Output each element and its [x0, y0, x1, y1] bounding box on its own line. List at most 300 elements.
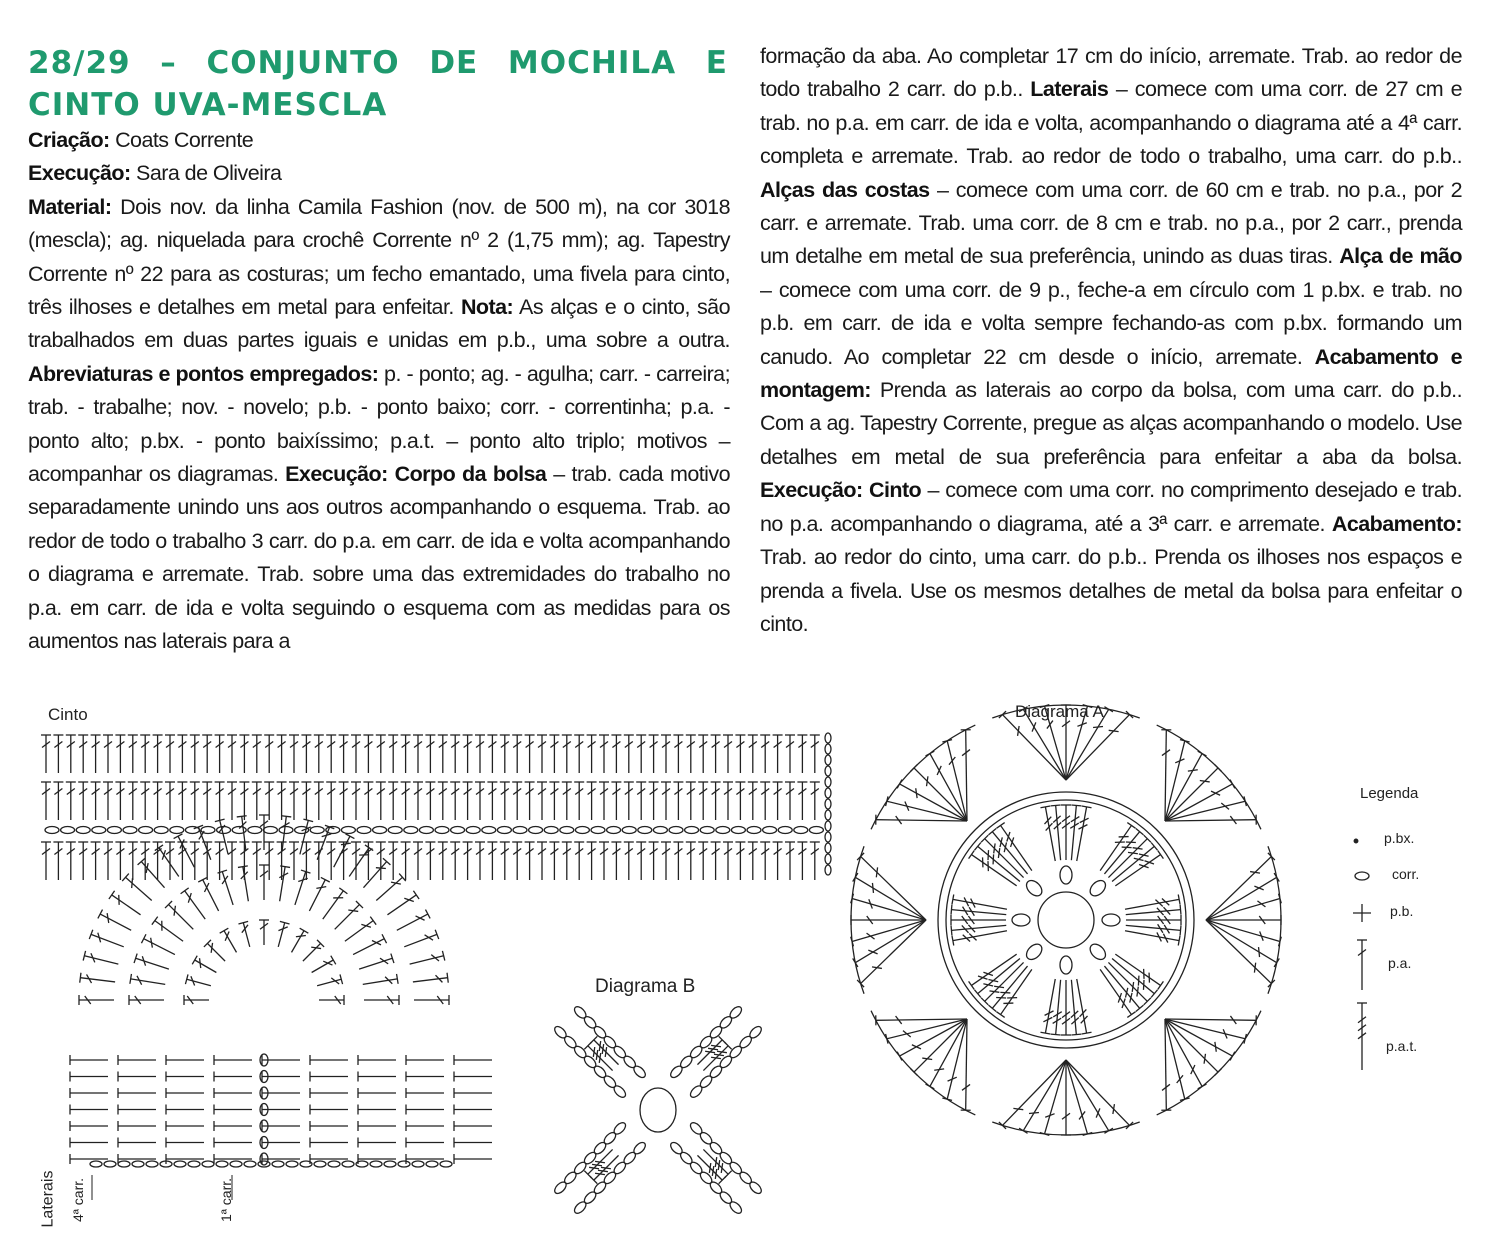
credit-value: Sara de Oliveira — [130, 161, 282, 186]
petal-stitch — [985, 839, 1024, 878]
petal-stitch — [1040, 1032, 1050, 1034]
petal-stitch — [1132, 982, 1133, 992]
petal-stitch — [1125, 931, 1179, 941]
petal-stitch — [1045, 979, 1055, 1033]
fan-stitch — [867, 933, 875, 939]
petal-stitch — [951, 910, 1006, 915]
fan-stitch — [966, 730, 967, 821]
fan-stitch — [927, 776, 928, 786]
petal-stitch — [983, 972, 992, 975]
chain-stitch — [170, 827, 184, 834]
petal-stitch — [953, 899, 1007, 909]
lateral-stitch — [335, 905, 360, 930]
fan-stitch — [1188, 770, 1198, 771]
petal-stitch — [1178, 936, 1180, 946]
arm-chain — [698, 1131, 714, 1147]
lateral-stitch — [413, 891, 419, 899]
chain-stitch — [45, 827, 59, 834]
arm-stitch — [705, 1051, 715, 1052]
petal-stitch — [1128, 852, 1138, 853]
petal-stitch — [989, 991, 999, 992]
body-text: Trab. ao redor do cinto, uma carr. do p.b.. Prenda os ilhoses nos espaços e prenda a fivela. Use os mesmos detalhes de metal da bolsa para enfeitar o cinto. — [760, 545, 1462, 636]
chain-stitch — [412, 1161, 424, 1167]
petal-stitch — [1011, 837, 1014, 846]
cinto-label: Cinto — [48, 705, 88, 724]
arm-stitch — [714, 1054, 724, 1055]
chain-stitch — [314, 1161, 326, 1167]
petal-stitch — [1082, 1032, 1092, 1034]
arm-stitch — [599, 1041, 600, 1051]
petal-stitch — [988, 850, 989, 860]
chain-stitch — [809, 827, 823, 834]
chain-stitch — [497, 827, 511, 834]
chain-stitch — [825, 777, 831, 787]
fan-stitch — [1066, 1060, 1109, 1131]
title-line-2: CINTO UVA-MESCLA — [28, 87, 388, 123]
lateral-stitch — [109, 891, 115, 899]
petal-stitch — [994, 986, 1004, 987]
arm-chain — [572, 1044, 588, 1060]
arm-stitch — [715, 1169, 716, 1179]
row-4-label: 4ª carr. — [70, 1177, 87, 1223]
arm-chain — [582, 1015, 598, 1031]
chain-stitch — [398, 1161, 410, 1167]
petal-stitch — [985, 962, 1024, 1001]
lateral-stitch — [198, 827, 210, 860]
petal-stitch — [1180, 905, 1181, 915]
petal-stitch — [1133, 848, 1143, 849]
fan-stitch — [855, 877, 926, 920]
arm-chain — [572, 1200, 588, 1216]
arm-chain — [592, 1024, 608, 1040]
petal-stitch — [1051, 1034, 1061, 1035]
lateral-stitch — [397, 914, 428, 930]
chain-stitch — [1024, 878, 1045, 899]
petal-stitch — [1056, 980, 1061, 1035]
petal-stitch — [1137, 987, 1138, 997]
lateral-stitch — [387, 895, 416, 915]
lateral-stitch — [331, 978, 339, 984]
chain-stitch — [388, 827, 402, 834]
chain-stitch — [1024, 941, 1045, 962]
arm-chain — [553, 1180, 569, 1196]
chain-stitch — [404, 827, 418, 834]
lateral-stitch — [222, 876, 228, 884]
arm-chain — [748, 1180, 764, 1196]
lateral-stitch — [211, 943, 212, 953]
laterais-label: Laterais — [39, 1170, 57, 1228]
chain-stitch — [258, 1161, 270, 1167]
title-word: MOCHILA — [507, 45, 677, 81]
arm-stitch — [592, 1164, 602, 1165]
lateral-stitch — [84, 956, 118, 964]
chain-stitch — [825, 865, 831, 875]
chain-stitch — [825, 854, 831, 864]
lateral-stitch — [195, 960, 217, 973]
petal-stitch — [1138, 976, 1139, 986]
chain-stitch — [244, 1161, 256, 1167]
chain-stitch — [825, 799, 831, 809]
arm-chain — [632, 1064, 648, 1080]
chain-stitch — [1087, 878, 1108, 899]
lateral-stitch — [334, 836, 350, 867]
arm-chain — [602, 1074, 618, 1090]
section-heading: Abreviaturas e pontos empregados: — [28, 361, 379, 386]
chain-stitch — [132, 1161, 144, 1167]
arm-stitch — [711, 1057, 721, 1058]
petal-stitch — [1007, 832, 1010, 841]
lateral-stitch — [323, 891, 344, 919]
chain-stitch — [174, 1161, 186, 1167]
fan-stitch — [1165, 1019, 1256, 1020]
legend-label: p.a. — [1388, 955, 1412, 971]
arm-chain — [688, 1044, 704, 1060]
fan-stitch — [934, 1069, 944, 1070]
chain-stitch — [825, 832, 831, 842]
lateral-stitch — [136, 958, 169, 969]
fan-stitch — [876, 867, 877, 877]
arm-stitch — [715, 1157, 716, 1167]
lateral-stitch — [224, 931, 237, 953]
chain-stitch — [216, 1161, 228, 1167]
lateral-stitch — [295, 872, 306, 905]
arm-chain — [572, 1160, 588, 1176]
arm-chain — [612, 1160, 628, 1176]
lateral-stitch — [380, 958, 388, 964]
arm-chain — [622, 1150, 638, 1166]
chain-stitch — [529, 827, 543, 834]
lateral-stitch — [126, 877, 152, 900]
lateral-stitch — [348, 910, 358, 911]
fan-stitch — [876, 1019, 967, 1020]
chain-stitch — [373, 827, 387, 834]
chain-stitch — [248, 827, 262, 834]
body-text: – trab. cada motivo separadamente unindo uns aos outros acompanhando o esquema. Trab. ao redor de todo o trabalho 3 carr. do p.a. em carr. de ida e volta acompanhando o diagrama e arremate. Trab. sobre uma das extremidades do trabalho no p.a. em carr. de ida e volta seguindo o esquema com as medidas para os aumentos nas laterais para a — [28, 462, 730, 654]
lateral-stitch — [300, 928, 309, 933]
arm-chain — [698, 1170, 714, 1186]
arm-chain — [582, 1190, 598, 1206]
lateral-stitch — [312, 960, 334, 973]
petal-stitch — [1126, 910, 1181, 915]
chain-stitch — [107, 827, 121, 834]
chain-stitch — [778, 827, 792, 834]
chain-stitch — [310, 827, 324, 834]
petal-stitch — [998, 848, 999, 858]
chain-stitch — [622, 827, 636, 834]
fan-stitch — [1018, 726, 1020, 736]
section-heading: Execução: Cinto — [760, 478, 922, 503]
chain-stitch — [1060, 866, 1072, 884]
title-word: E — [705, 45, 728, 81]
lateral-stitch — [141, 934, 146, 943]
lateral-stitch — [425, 935, 433, 940]
lateral-stitch — [280, 867, 285, 902]
section-heading: Alças das costas — [760, 177, 930, 202]
chain-stitch — [342, 1161, 354, 1167]
lateral-stitch — [353, 939, 384, 955]
arm-chain — [582, 1054, 598, 1070]
arm-chain — [738, 1170, 754, 1186]
arm-chain — [708, 1140, 724, 1156]
lateral-stitch — [187, 979, 211, 985]
lateral-stitch — [100, 914, 131, 930]
lateral-stitch — [237, 816, 247, 817]
lateral-stitch — [341, 843, 351, 845]
arm-stitch — [605, 1047, 606, 1057]
chain-stitch — [419, 827, 433, 834]
chain-stitch — [188, 1161, 200, 1167]
petal-stitch — [1118, 993, 1121, 1002]
arm-chain — [592, 1064, 608, 1080]
fan-stitch — [876, 820, 967, 821]
fan-stitch — [1165, 1019, 1185, 1099]
arm-chain — [563, 1170, 579, 1186]
chain-stitch — [76, 827, 90, 834]
fan-stitch — [1259, 947, 1260, 957]
petal-stitch — [1127, 823, 1135, 829]
lateral-stitch — [80, 973, 81, 983]
arm-chain — [592, 1180, 608, 1196]
lateral-stitch — [382, 934, 387, 943]
lateral-stitch — [311, 947, 321, 948]
fan-stitch — [1013, 1108, 1023, 1109]
lateral-stitch — [178, 836, 194, 867]
fan-stitch — [1215, 1042, 1216, 1052]
lateral-stitch — [321, 877, 330, 882]
arm-stitch — [721, 1163, 722, 1173]
fan-stitch — [1200, 781, 1210, 782]
fan-stitch — [1165, 741, 1185, 821]
row-1-label: 1ª carr. — [218, 1177, 235, 1223]
credit-value: Coats Corrente — [109, 128, 254, 152]
chain-stitch — [825, 843, 831, 853]
legend-label: p.b. — [1390, 903, 1414, 919]
fan-stitch — [1165, 820, 1256, 821]
oval-icon — [1355, 872, 1369, 880]
diagrama-a-label: Diagrama A — [1015, 702, 1104, 721]
center-ring — [1038, 892, 1094, 948]
lateral-stitch — [162, 850, 165, 859]
lateral-stitch — [155, 921, 183, 942]
petal-stitch — [1082, 806, 1092, 808]
lateral-stitch — [152, 917, 158, 925]
petal-stitch — [1158, 850, 1164, 858]
arm-stitch — [595, 1161, 605, 1162]
chain-stitch — [731, 827, 745, 834]
petal-stitch — [1071, 1034, 1081, 1035]
arm-chain — [612, 1121, 628, 1137]
lateral-stitch — [185, 891, 206, 919]
arm-stitch — [708, 1048, 718, 1049]
lateral-stitch — [345, 921, 373, 942]
arm-chain — [572, 1005, 588, 1021]
petal-stitch — [1077, 979, 1087, 1033]
section-heading: Acabamento e montagem: — [760, 344, 1462, 403]
petal-stitch — [994, 843, 995, 853]
petal-stitch — [1071, 980, 1076, 1035]
fan-stitch — [1206, 877, 1277, 920]
chain-stitch — [61, 827, 75, 834]
chain-stitch — [92, 827, 106, 834]
chain-stitch — [544, 827, 558, 834]
chain-stitch — [286, 1161, 298, 1167]
lateral-stitch — [80, 978, 115, 982]
arm-stitch — [717, 1051, 727, 1052]
petal-stitch — [1108, 962, 1147, 1001]
fan-stitch — [1257, 901, 1265, 907]
chain-stitch — [263, 827, 277, 834]
petal-stitch — [1077, 807, 1087, 861]
chain-stitch — [440, 1161, 452, 1167]
fan-stitch — [1109, 730, 1119, 731]
petal-stitch — [1056, 805, 1061, 860]
body-text: formação da aba. Ao completar 17 cm do início, arremate. Trab. ao redor de todo trabalho 2 carr. do p.b.. — [760, 44, 1462, 102]
arm-chain — [698, 1074, 714, 1090]
chain-stitch — [426, 1161, 438, 1167]
fan-stitch — [1250, 872, 1260, 874]
fan-stitch — [1113, 1104, 1115, 1114]
body-text: – comece com uma corr. de 27 cm e trab. no p.a. em carr. de ida e volta, acompanhando o diagrama até a 4ª carr. completa e arremate. Trab. ao redor de todo o trabalho, uma carr. do p.b.. — [760, 77, 1462, 169]
fan-stitch — [966, 1019, 967, 1110]
legend-label: corr. — [1392, 866, 1420, 882]
lateral-stitch — [174, 834, 183, 839]
legend-label: p.bx. — [1384, 830, 1415, 846]
arm-chain — [688, 1084, 704, 1100]
arm-chain — [612, 1044, 628, 1060]
arm-stitch — [712, 1166, 713, 1176]
lateral-stitch — [309, 880, 325, 911]
chain-stitch — [653, 827, 667, 834]
lateral-stitch — [404, 898, 413, 901]
center-ring — [640, 1088, 676, 1132]
body-text: Dois nov. da linha Camila Fashion (nov. de 500 m), na cor 3018 (mescla); ag. niquelada para crochê Corrente nº 2 (1,75 mm); ag. Tapestry Corrente nº 22 para as costuras; um fecho emantado, uma fivela para cinto, três ilhoses e detalhes em metal para enfeitar. — [28, 194, 730, 320]
fan-stitch — [1023, 1060, 1066, 1131]
chain-stitch — [123, 827, 137, 834]
fan-stitch — [855, 920, 926, 963]
body-text: – comece com uma corr. no comprimento desejado e trab. no p.a. acompanhando o diagrama, até a 3ª carr. e arremate. — [760, 478, 1462, 536]
lateral-stitch — [296, 936, 306, 937]
arm-stitch — [601, 1167, 611, 1168]
petal-stitch — [1127, 1012, 1135, 1018]
lateral-stitch — [220, 928, 229, 933]
chain-stitch — [763, 827, 777, 834]
petal-stitch — [1051, 805, 1061, 806]
arm-chain — [728, 1005, 744, 1021]
fan-stitch — [1254, 963, 1255, 973]
chain-stitch — [139, 827, 153, 834]
petal-stitch — [1180, 925, 1181, 935]
petal-stitch — [969, 850, 975, 858]
fan-stitch — [1165, 730, 1166, 821]
fan-stitch — [1165, 801, 1245, 821]
arm-chain — [718, 1190, 734, 1206]
arm-chain — [669, 1064, 685, 1080]
arm-chain — [582, 1150, 598, 1166]
arm-chain — [688, 1160, 704, 1176]
chain-stitch — [825, 810, 831, 820]
fan-stitch — [1165, 1019, 1218, 1072]
fan-stitch — [916, 788, 917, 798]
petal-stitch — [969, 981, 975, 989]
lateral-stitch — [107, 913, 109, 923]
lateral-stitch — [404, 934, 437, 946]
chain-stitch — [716, 827, 730, 834]
lateral-stitch — [98, 910, 103, 919]
petal-stitch — [952, 936, 954, 946]
chain-stitch — [825, 744, 831, 754]
petal-stitch — [951, 905, 952, 915]
arm-stitch — [718, 1160, 719, 1170]
arm-chain — [718, 1150, 734, 1166]
fan-stitch — [872, 883, 873, 893]
chain-stitch — [1102, 914, 1120, 926]
petal-stitch — [996, 1012, 1004, 1018]
lateral-stitch — [281, 816, 291, 817]
lateral-stitch — [200, 958, 201, 968]
chain-stitch — [482, 827, 496, 834]
body-text: p. - ponto; ag. - agulha; carr. - carreira; trab. - trabalhe; nov. - novelo; p.b. - ponto baixo; corr. - correntinha; p.a. - ponto alto; p.bx. - ponto baixíssimo; p.a.t. – ponto alto triplo; motivos – acompanhar os diagramas. — [28, 361, 731, 487]
arm-stitch — [709, 1163, 710, 1173]
chain-stitch — [118, 1161, 130, 1167]
arm-stitch — [599, 1053, 600, 1063]
arm-chain — [563, 1034, 579, 1050]
arm-chain — [688, 1121, 704, 1137]
diagrama-b-label: Diagrama B — [595, 976, 696, 997]
lateral-stitch — [207, 943, 225, 961]
fan-stitch — [872, 967, 882, 969]
petal-stitch — [1071, 805, 1076, 860]
lateral-stitch — [370, 917, 376, 925]
arm-chain — [718, 1054, 734, 1070]
lateral-stitch — [238, 866, 248, 868]
fan-stitch — [887, 1019, 967, 1039]
arm-chain — [679, 1150, 695, 1166]
arm-chain — [553, 1024, 569, 1040]
fan-stitch — [1165, 1019, 1245, 1039]
chain-stitch — [591, 827, 605, 834]
lateral-stitch — [376, 868, 386, 869]
lateral-stitch — [376, 877, 402, 900]
arm-chain — [602, 1034, 618, 1050]
body-text: Prenda as laterais ao corpo da bolsa, com uma carr. do p.b.. Com a ag. Tapestry Corrente, pregue as alças acompanhando o modelo. Use detalhes em metal de sua preferência para enfeitar a aba da bolsa. — [760, 378, 1462, 469]
petal-stitch — [996, 997, 1006, 998]
arm-chain — [738, 1034, 754, 1050]
lateral-stitch — [361, 924, 371, 927]
arm-chain — [622, 1054, 638, 1070]
lateral-stitch — [303, 943, 321, 961]
lateral-stitch — [144, 939, 175, 955]
credit-label: Criação: — [28, 128, 110, 152]
chain-stitch — [435, 827, 449, 834]
arm-stitch — [598, 1170, 608, 1171]
chain-stitch — [685, 827, 699, 834]
arm-chain — [708, 1180, 724, 1196]
fan-stitch — [1206, 920, 1277, 963]
title-word: CONJUNTO — [206, 45, 400, 81]
arm-chain — [679, 1054, 695, 1070]
fan-stitch — [922, 1058, 932, 1059]
petal-stitch — [952, 894, 954, 904]
chain-stitch — [466, 827, 480, 834]
lateral-stitch — [363, 862, 386, 888]
section-heading: Laterais — [1030, 77, 1109, 102]
petal-stitch — [1139, 865, 1148, 868]
chain-stitch — [560, 827, 574, 834]
arm-stitch — [595, 1173, 605, 1174]
chain-stitch — [451, 827, 465, 834]
lateral-stitch — [413, 978, 448, 982]
petal-stitch — [1143, 980, 1144, 990]
